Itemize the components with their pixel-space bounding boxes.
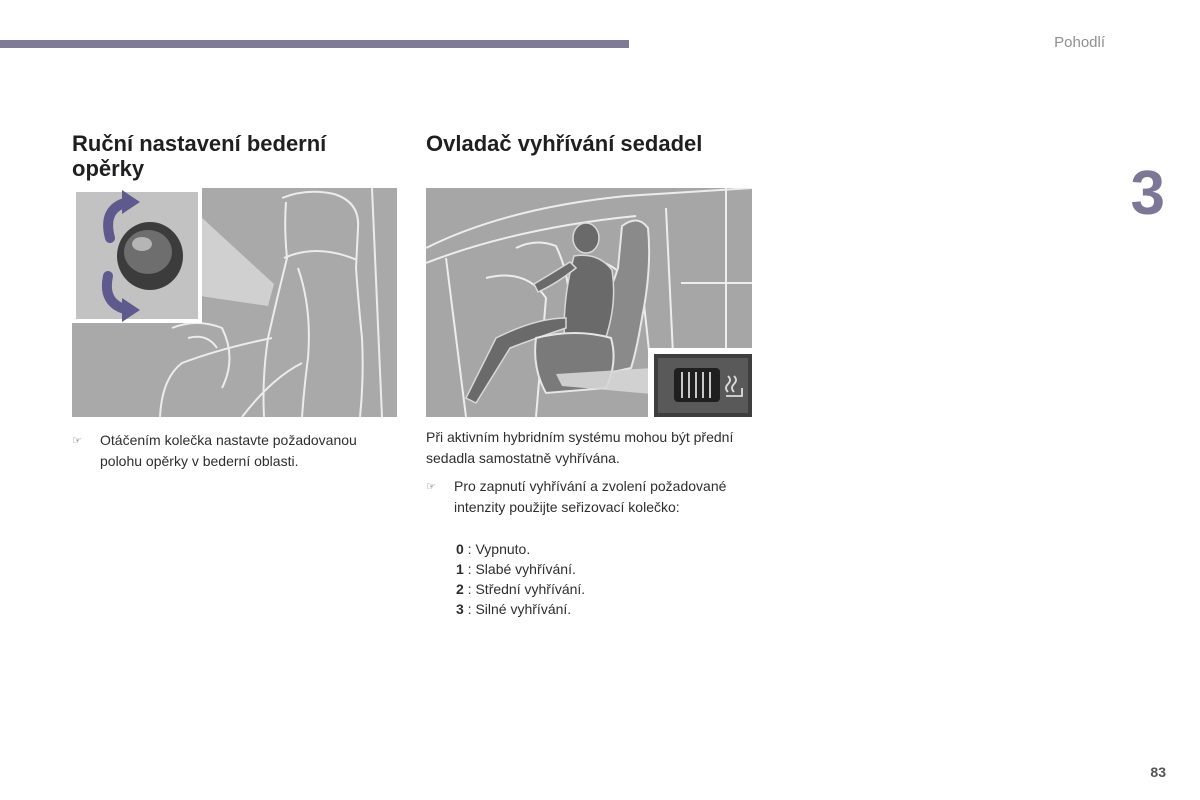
seat-heating-title: Ovladač vyhřívání sedadel: [426, 131, 703, 156]
pointing-hand-icon: ☞: [72, 435, 82, 447]
seat-heating-instruction-text: Pro zapnutí vyhřívání a zvolení požadované intenzity použijte seřizovací kolečko:: [454, 478, 727, 515]
seat-heating-intro: Při aktivním hybridním systému mohou být přední sedadla samostatně vyhřívána.: [426, 429, 734, 466]
heating-level-2: 2 : Střední vyhřívání.: [456, 581, 586, 597]
lumbar-knob-icon: [117, 222, 183, 290]
heating-level-3: 3 : Silné vyhřívání.: [456, 601, 572, 617]
lumbar-instruction-text: Otáčením kolečka nastavte požadovanou polohu opěrky v bederní oblasti.: [100, 432, 357, 469]
chapter-number: 3: [1130, 159, 1165, 228]
seat-heating-illustration: [426, 188, 752, 417]
heating-wheel-icon: [674, 368, 720, 402]
header-accent-bar: [0, 40, 629, 48]
heating-level-1: 1 : Slabé vyhřívání.: [456, 561, 576, 577]
section-label: Pohodlí: [1054, 34, 1105, 51]
lumbar-title: Ruční nastavení bederní opěrky: [72, 131, 327, 181]
page-number: 83: [1150, 764, 1166, 780]
pointing-hand-icon: ☞: [426, 481, 436, 493]
seat-heating-instruction: [426, 476, 742, 518]
lumbar-illustration: [72, 188, 397, 417]
lumbar-instruction: [72, 430, 392, 472]
heating-level-0: 0 : Vypnuto.: [456, 541, 531, 557]
